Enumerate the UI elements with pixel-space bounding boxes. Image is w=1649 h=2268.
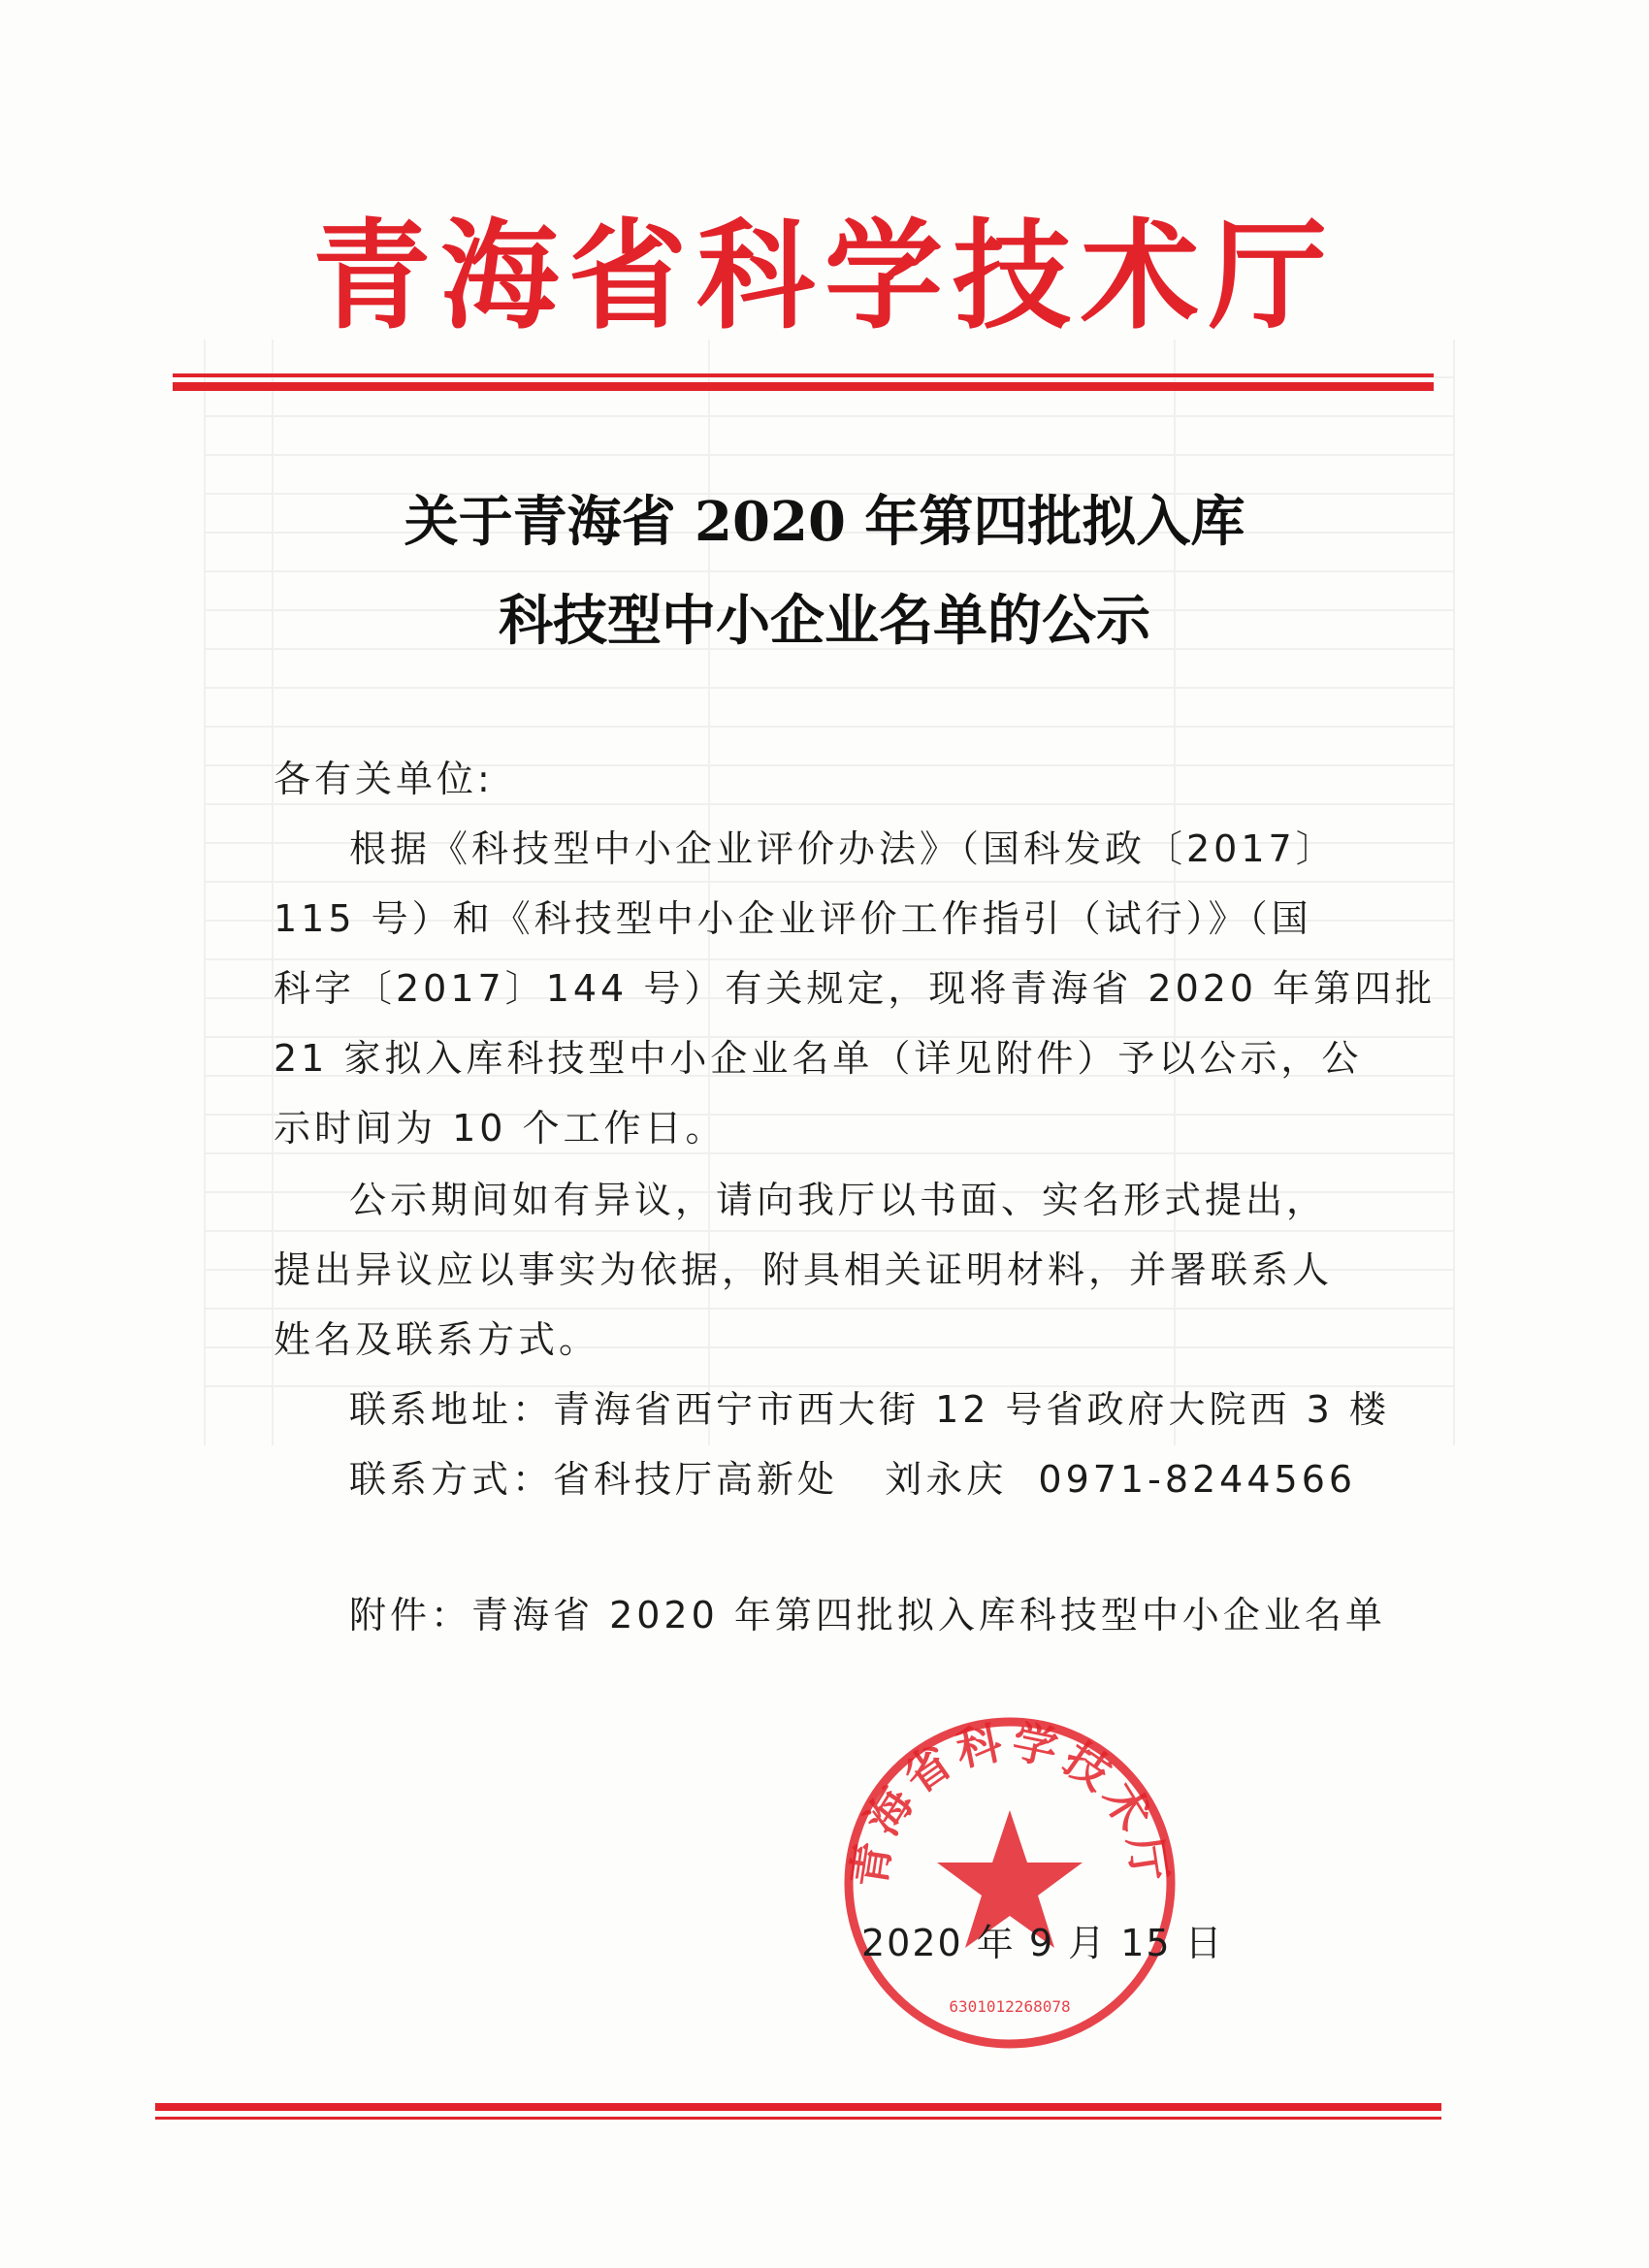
paragraph-1-line-4: 21 家拟入库科技型中小企业名单（详见附件）予以公示，公: [274, 1037, 1363, 1080]
salutation: 各有关单位:: [274, 758, 494, 800]
document-title-line-2: 科技型中小企业名单的公示: [499, 589, 1150, 653]
document-title-line-1: 关于青海省 2020 年第四批拟入库: [404, 490, 1245, 554]
issue-date: 2020 年 9 月 15 日: [861, 1922, 1224, 1964]
footer-rule-thin: [155, 2117, 1441, 2120]
svg-text:青海省科学技术厅: 青海省科学技术厅: [842, 1715, 1178, 1891]
paragraph-1-line-3: 科字〔2017〕144 号）有关规定，现将青海省 2020 年第四批: [274, 967, 1437, 1010]
paragraph-1-line-2: 115 号）和《科技型中小企业评价工作指引（试行）》（国: [274, 897, 1312, 940]
paragraph-1-line-1: 根据《科技型中小企业评价办法》（国科发政〔2017〕: [349, 827, 1337, 870]
attachment-note: 附件：青海省 2020 年第四批拟入库科技型中小企业名单: [349, 1594, 1386, 1636]
masthead-title: 青海省科学技术厅: [312, 208, 1337, 345]
paragraph-2-line-3: 姓名及联系方式。: [274, 1318, 600, 1361]
contact-address: 联系地址：青海省西宁市西大街 12 号省政府大院西 3 楼: [349, 1388, 1390, 1431]
paragraph-2-line-1: 公示期间如有异议，请向我厅以书面、实名形式提出，: [349, 1179, 1328, 1221]
header-rule-thin: [173, 373, 1434, 377]
official-seal-stamp: [842, 1715, 1178, 2051]
contact-method: 联系方式：省科技厅高新处 刘永庆 0971-8244566: [349, 1458, 1357, 1501]
footer-rule-thick: [155, 2103, 1441, 2111]
paragraph-1-line-5: 示时间为 10 个工作日。: [274, 1107, 727, 1150]
svg-text:6301012268078: 6301012268078: [949, 1997, 1071, 2016]
header-rule-thick: [173, 382, 1434, 391]
paragraph-2-line-2: 提出异议应以事实为依据，附具相关证明材料，并署联系人: [274, 1248, 1334, 1291]
